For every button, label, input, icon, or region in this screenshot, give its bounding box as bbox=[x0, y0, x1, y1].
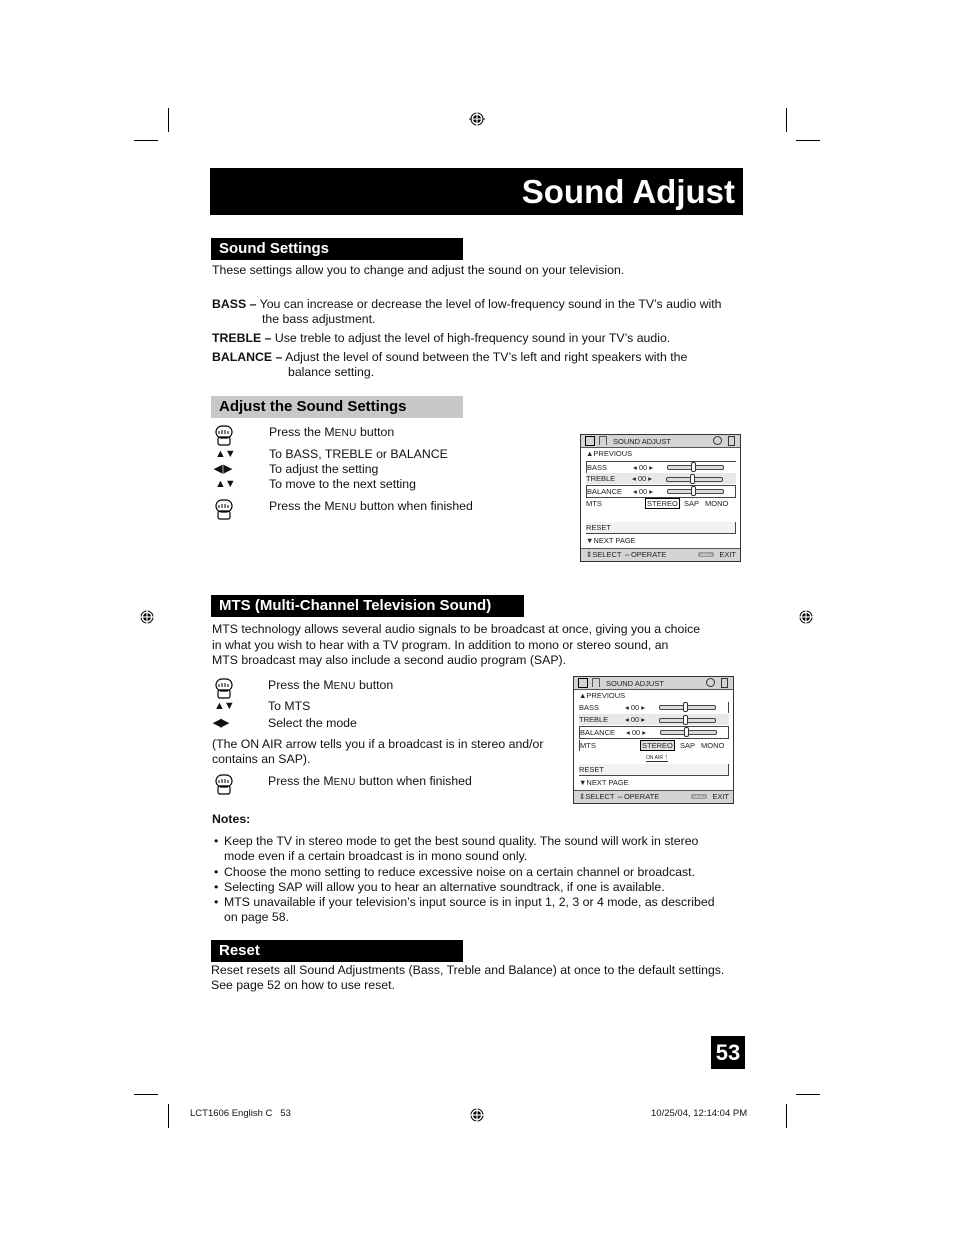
definition-bass-cont: the bass adjustment. bbox=[262, 312, 376, 326]
osd-header bbox=[581, 435, 740, 448]
definition-text: Adjust the level of sound between the TV’s left and right speakers with the bbox=[285, 350, 688, 364]
up-down-arrows-icon: ▲▼ bbox=[215, 478, 235, 490]
definition-treble bbox=[212, 331, 752, 346]
osd-next-page[interactable]: ▼NEXT PAGE bbox=[586, 536, 636, 545]
footer-file-info: LCT1606 English C 53 bbox=[190, 1108, 291, 1119]
step-adjust-setting: To adjust the setting bbox=[269, 462, 379, 476]
mts-intro-line: MTS technology allows several audio signals to be broadcast at once, giving you a choice bbox=[212, 622, 701, 636]
menu-badge: MENU bbox=[693, 794, 705, 799]
registration-mark-icon bbox=[139, 609, 155, 625]
left-right-arrows-icon: ◀▶ bbox=[213, 717, 228, 729]
section-heading-sound-settings: Sound Settings bbox=[211, 238, 463, 260]
hand-press-icon bbox=[213, 498, 235, 520]
osd-row-treble[interactable]: TREBLE ◂ 00 ▸ bbox=[586, 473, 736, 484]
mts-option-mono[interactable]: MONO bbox=[701, 741, 725, 750]
mts-intro-line: MTS broadcast may also include a second audio program (SAP). bbox=[212, 653, 567, 667]
hand-press-icon bbox=[213, 677, 235, 699]
definition-term: TREBLE – bbox=[212, 331, 272, 345]
sound-settings-intro: These settings allow you to change and adjust the sound on your television. bbox=[212, 263, 625, 277]
osd-previous[interactable]: ▲PREVIOUS bbox=[579, 691, 626, 700]
osd-header bbox=[574, 677, 733, 690]
definition-term: BALANCE – bbox=[212, 350, 283, 364]
on-air-indicator: ON AIR ↑ bbox=[646, 754, 668, 761]
clock-icon bbox=[713, 436, 722, 445]
osd-footer: ⇕SELECT ⇔OPERATE MENU EXIT bbox=[574, 790, 733, 803]
osd-sound-adjust-menu bbox=[580, 434, 741, 562]
crop-mark bbox=[168, 108, 169, 132]
up-down-arrows-icon: ▲▼ bbox=[215, 448, 235, 460]
crop-mark bbox=[786, 1104, 787, 1128]
osd-row-treble[interactable]: TREBLE ◂ 00 ▸ bbox=[579, 714, 729, 725]
osd-row-balance[interactable]: BALANCE ◂ 00 ▸ bbox=[579, 726, 729, 739]
definition-balance bbox=[212, 350, 752, 365]
crop-mark bbox=[134, 140, 158, 141]
registration-mark-icon bbox=[798, 609, 814, 625]
mts-step-press-menu-finished: Press the MENU button when finished bbox=[268, 774, 472, 788]
registration-mark-icon bbox=[469, 1107, 485, 1123]
definition-balance-cont: balance setting. bbox=[288, 365, 375, 379]
mts-step-press-menu: Press the MENU button bbox=[268, 678, 394, 692]
osd-next-page[interactable]: ▼NEXT PAGE bbox=[579, 778, 629, 787]
menu-badge: MENU bbox=[700, 552, 712, 557]
step-select-setting: To BASS, TREBLE or BALANCE bbox=[269, 447, 448, 461]
step-next-setting: To move to the next setting bbox=[269, 477, 416, 491]
up-arrow-icon: ↑ bbox=[664, 754, 668, 761]
step-press-menu: Press the MENU button bbox=[269, 425, 395, 439]
notes-heading: Notes: bbox=[212, 812, 251, 826]
footer-timestamp: 10/25/04, 12:14:04 PM bbox=[651, 1108, 748, 1119]
definition-text: You can increase or decrease the level of low-frequency sound in the TV’s audio with bbox=[259, 297, 722, 311]
lock-icon bbox=[721, 678, 728, 688]
section-heading-reset: Reset bbox=[211, 940, 463, 962]
on-air-note: contains an SAP). bbox=[212, 752, 311, 766]
registration-mark-icon bbox=[469, 111, 485, 127]
osd-row-balance[interactable]: BALANCE ◂ 00 ▸ bbox=[586, 485, 736, 498]
notes-list bbox=[212, 834, 752, 926]
note-item: • Selecting SAP will allow you to hear an alternative soundtrack, if one is available. bbox=[212, 880, 752, 895]
menu-grid-icon bbox=[578, 678, 588, 688]
reset-text: See page 52 on how to use reset. bbox=[211, 978, 395, 992]
definition-bass bbox=[212, 297, 752, 312]
note-item: • MTS unavailable if your television’s input source is in input 1, 2, 3 or 4 mode, as described on page 58. bbox=[212, 895, 752, 926]
osd-sound-adjust-mts-menu bbox=[573, 676, 734, 804]
definition-text: Use treble to adjust the level of high-frequency sound in your TV’s audio. bbox=[274, 331, 671, 345]
osd-row-bass[interactable]: BASS ◂ 00 ▸ bbox=[586, 461, 736, 474]
osd-reset[interactable]: RESET bbox=[579, 764, 729, 776]
osd-title: SOUND ADJUST bbox=[613, 437, 671, 446]
page-number: 53 bbox=[711, 1036, 745, 1069]
osd-row-mts[interactable]: MTS STEREO SAP MONO bbox=[586, 499, 729, 508]
note-icon bbox=[592, 678, 600, 687]
reset-text: Reset resets all Sound Adjustments (Bass, Treble and Balance) at once to the default settings. bbox=[211, 963, 725, 977]
mts-step-select-mode: Select the mode bbox=[268, 716, 357, 730]
mts-option-sap[interactable]: SAP bbox=[680, 741, 696, 750]
up-down-arrows-icon: ▲▼ bbox=[214, 700, 234, 712]
section-heading-mts: MTS (Multi-Channel Television Sound) bbox=[211, 595, 524, 617]
menu-grid-icon bbox=[585, 436, 595, 446]
note-icon bbox=[599, 436, 607, 445]
step-press-menu-finished: Press the MENU button when finished bbox=[269, 499, 473, 513]
lock-icon bbox=[728, 436, 735, 446]
page-title: Sound Adjust bbox=[210, 168, 743, 215]
osd-reset[interactable]: RESET bbox=[586, 522, 736, 534]
note-item: • Keep the TV in stereo mode to get the best sound quality. The sound will work in stereo mode even if a certain broadcast is in mono sound only. bbox=[212, 834, 752, 865]
crop-mark bbox=[134, 1094, 158, 1095]
osd-row-mts[interactable]: MTS STEREO SAP MONO bbox=[579, 740, 729, 751]
mts-option-stereo[interactable]: STEREO bbox=[647, 499, 678, 508]
section-heading-adjust-sound: Adjust the Sound Settings bbox=[211, 396, 463, 418]
clock-icon bbox=[706, 678, 715, 687]
mts-option-stereo[interactable]: STEREO bbox=[642, 741, 673, 750]
mts-option-mono[interactable]: MONO bbox=[705, 499, 729, 508]
hand-press-icon bbox=[213, 773, 235, 795]
hand-press-icon bbox=[213, 424, 235, 446]
definition-term: BASS – bbox=[212, 297, 257, 311]
left-right-arrows-icon: ◀ ▶ bbox=[214, 463, 231, 475]
crop-mark bbox=[796, 140, 820, 141]
osd-previous[interactable]: ▲PREVIOUS bbox=[586, 449, 633, 458]
mts-intro-line: in what you wish to hear with a TV program. In addition to mono or stereo sound, an bbox=[212, 638, 669, 652]
osd-footer: ⇕SELECT ⇔OPERATE MENU EXIT bbox=[581, 548, 740, 561]
crop-mark bbox=[168, 1104, 169, 1128]
osd-row-bass[interactable]: BASS ◂ 00 ▸ bbox=[579, 702, 729, 713]
note-item: • Choose the mono setting to reduce excessive noise on a certain channel or broadcast. bbox=[212, 865, 752, 880]
mts-option-sap[interactable]: SAP bbox=[684, 499, 700, 508]
crop-mark bbox=[796, 1094, 820, 1095]
crop-mark bbox=[786, 108, 787, 132]
osd-title: SOUND ADJUST bbox=[606, 679, 664, 688]
on-air-note: (The ON AIR arrow tells you if a broadcast is in stereo and/or bbox=[212, 737, 544, 751]
mts-step-to-mts: To MTS bbox=[268, 699, 311, 713]
